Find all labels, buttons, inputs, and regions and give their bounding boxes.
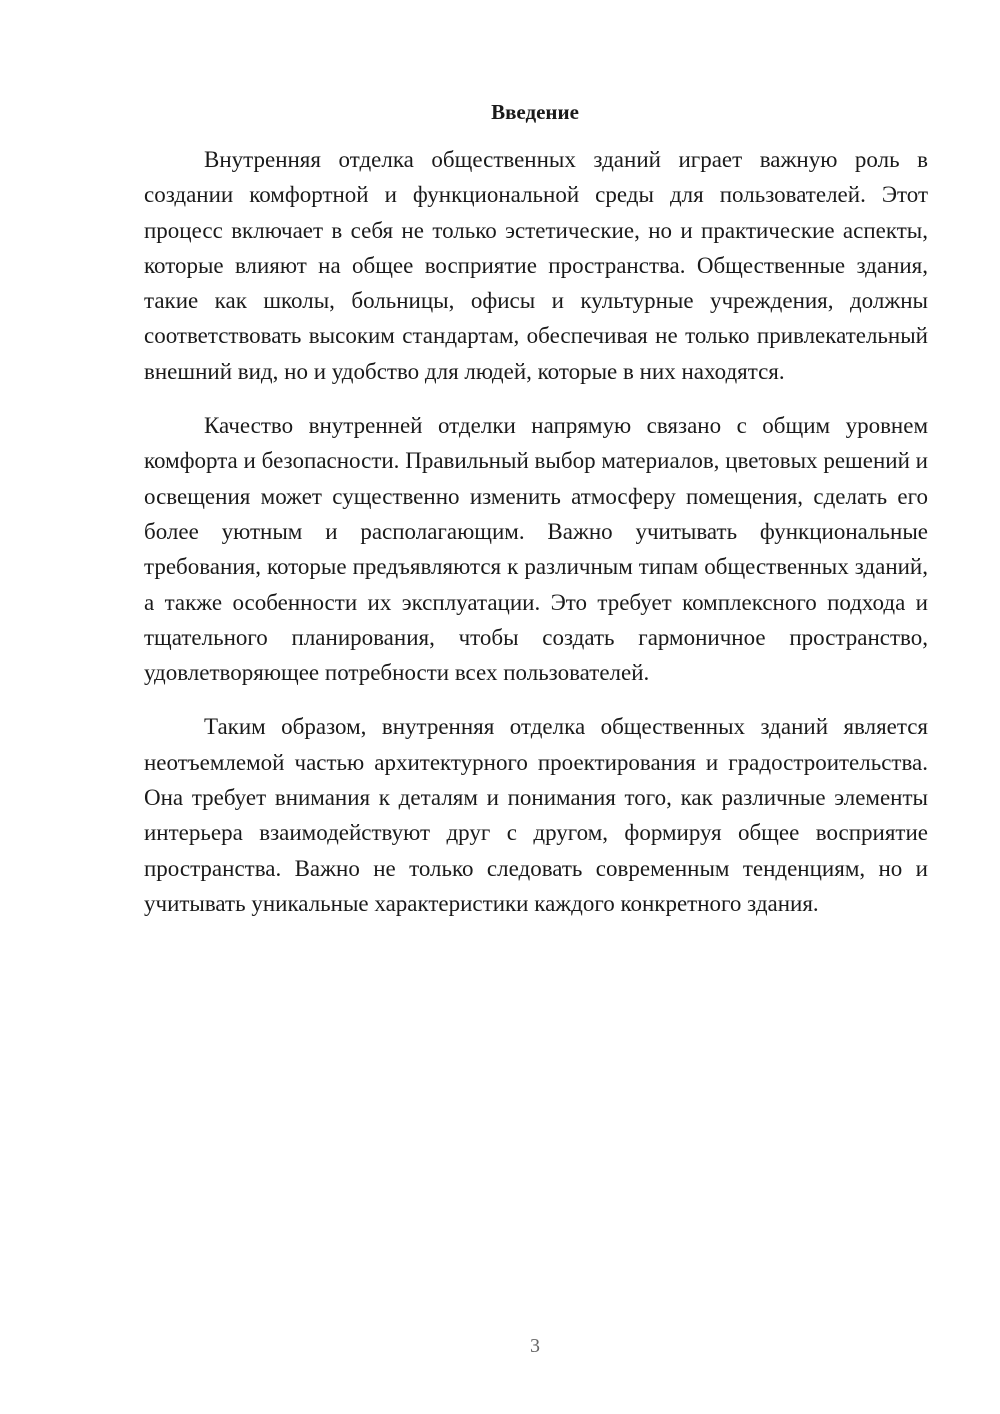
- page-number: 3: [530, 1335, 540, 1357]
- paragraph-1: Внутренняя отделка общественных зданий играет важную роль в создании комфортной и функциональной среды для пользователей. Этот процесс включает в себя не только эстетические, но и практические аспекты, которые влияют на общее восприятие пространства. Общественные здания, такие как школы, больницы, офисы и культурные учреждения, должны соответствовать высоким стандартам, обеспечивая не только привлекательный внешний вид, но и удобство для людей, которые в них находятся.: [144, 147, 928, 384]
- section-title: Введение: [491, 100, 579, 124]
- paragraph-3: Таким образом, внутренняя отделка общественных зданий является неотъемлемой частью архитектурного проектирования и градостроительства. Она требует внимания к деталям и понимания того, как различные элементы интерьера взаимодействуют друг с другом, формируя общее восприятие пространства. Важно не только следовать современным тенденциям, но и учитывать уникальные характеристики каждого конкретного здания.: [144, 714, 928, 916]
- body-text: [144, 142, 928, 940]
- paragraph-2: Качество внутренней отделки напрямую связано с общим уровнем комфорта и безопасности. Правильный выбор материалов, цветовых решений и освещения может существенно изменить атмосферу помещения, сделать его более уютным и располагающим. Важно учитывать функциональные требования, которые предъявляются к различным типам общественных зданий, а также особенности их эксплуатации. Это требует комплексного подхода и тщательного планирования, чтобы создать гармоничное пространство, удовлетворяющее потребности всех пользователей.: [144, 413, 928, 686]
